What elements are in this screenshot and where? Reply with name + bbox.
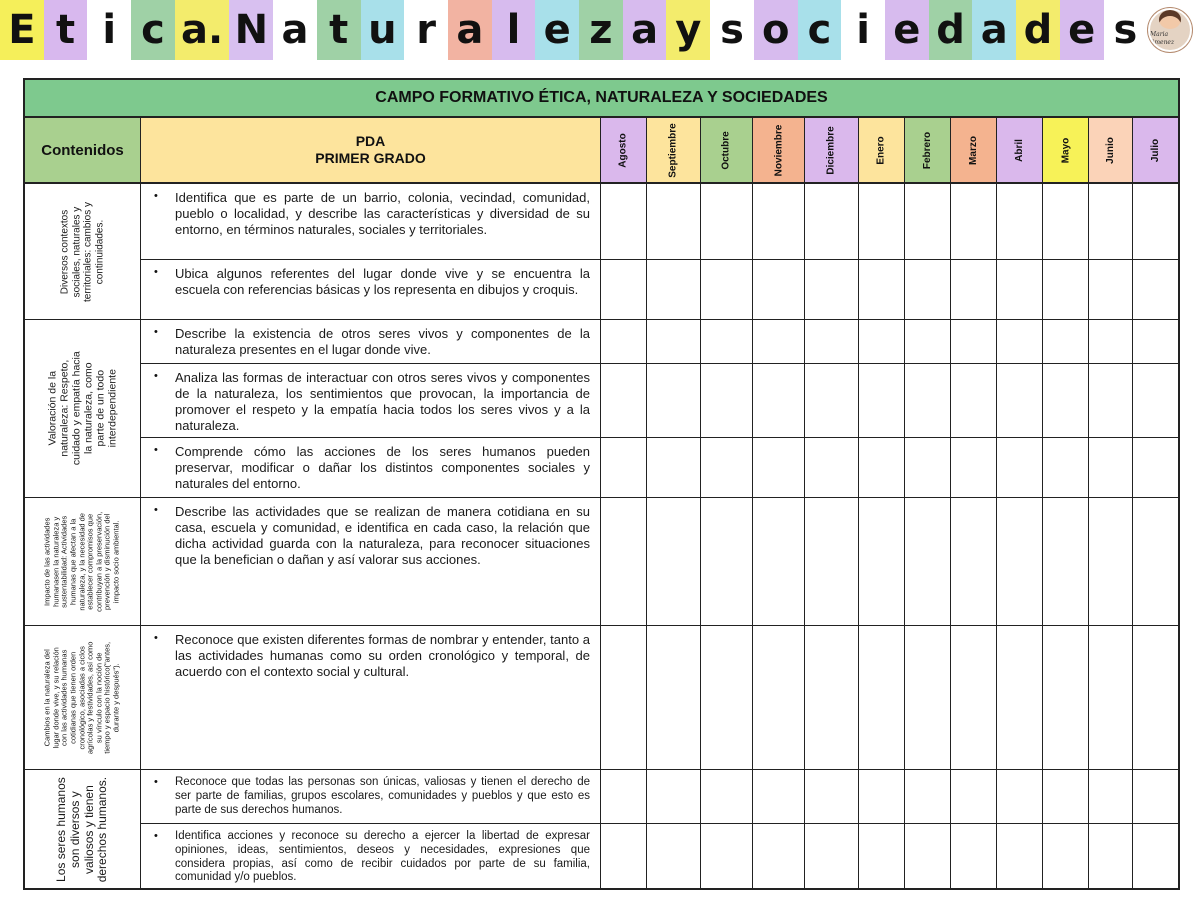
month-check-cell[interactable] [951, 770, 997, 824]
month-check-cell[interactable] [1043, 184, 1089, 260]
banner-letter: E [0, 0, 44, 60]
month-check-cell[interactable] [701, 364, 753, 438]
pda-cell [141, 320, 601, 364]
month-check-cell[interactable] [1089, 260, 1133, 320]
bullet-icon: • [154, 326, 158, 338]
contenido-cell [25, 184, 141, 320]
month-check-cell[interactable] [951, 320, 997, 364]
month-check-cell[interactable] [997, 498, 1043, 626]
month-check-cell[interactable] [859, 770, 905, 824]
month-check-cell[interactable] [647, 364, 701, 438]
banner-letter: i [87, 0, 131, 60]
month-check-cell[interactable] [753, 626, 805, 770]
banner-letter: t [44, 0, 88, 60]
month-check-cell[interactable] [951, 260, 997, 320]
month-check-cell[interactable] [905, 364, 951, 438]
bullet-icon: • [154, 266, 158, 278]
month-check-cell[interactable] [951, 438, 997, 498]
month-check-cell[interactable] [805, 320, 859, 364]
month-check-cell[interactable] [601, 824, 647, 890]
pda-cell [141, 438, 601, 498]
month-check-cell[interactable] [1089, 438, 1133, 498]
month-check-cell[interactable] [805, 498, 859, 626]
month-check-cell[interactable] [859, 184, 905, 260]
month-check-cell[interactable] [753, 770, 805, 824]
month-check-cell[interactable] [647, 770, 701, 824]
banner-letter: i [841, 0, 885, 60]
month-check-cell[interactable] [997, 184, 1043, 260]
month-check-cell[interactable] [1133, 626, 1178, 770]
banner-letter: s [710, 0, 754, 60]
month-check-cell[interactable] [905, 438, 951, 498]
month-label: Julio [1150, 138, 1161, 162]
pda-cell [141, 498, 601, 626]
banner-letter: e [885, 0, 929, 60]
pda-text: Ubica algunos referentes del lugar donde vive y se encuentra la escuela con referencias básicas y los representa en dibujos y croquis. [175, 266, 590, 297]
month-check-cell[interactable] [701, 438, 753, 498]
title-banner [0, 0, 1202, 60]
month-label: Septiembre [668, 122, 679, 178]
pda-cell [141, 364, 601, 438]
month-check-cell[interactable] [905, 626, 951, 770]
pda-cell [141, 626, 601, 770]
month-check-cell[interactable] [859, 260, 905, 320]
month-check-cell[interactable] [1089, 770, 1133, 824]
banner-letter: c [131, 0, 175, 60]
teacher-avatar-icon [1148, 8, 1192, 52]
banner-letter: a [448, 0, 492, 60]
contenido-cell [25, 770, 141, 890]
month-check-cell[interactable] [1133, 824, 1178, 890]
month-check-cell[interactable] [701, 824, 753, 890]
month-check-cell[interactable] [905, 320, 951, 364]
month-check-cell[interactable] [1043, 626, 1089, 770]
month-check-cell[interactable] [753, 184, 805, 260]
month-check-cell[interactable] [997, 626, 1043, 770]
month-header-julio [1133, 118, 1178, 184]
table-title: CAMPO FORMATIVO ÉTICA, NATURALEZA Y SOCIEDADES [25, 80, 1178, 118]
pda-text: Comprende cómo las acciones de los seres humanos pueden preservar, modificar o dañar los distintos componentes sociales y naturales del entorno. [175, 444, 590, 491]
banner-letter: a [273, 0, 317, 60]
pda-cell [141, 770, 601, 824]
banner-letter: s [1104, 0, 1148, 60]
month-label: Abril [1014, 138, 1025, 162]
month-header-diciembre [805, 118, 859, 184]
month-check-cell[interactable] [1043, 438, 1089, 498]
bullet-icon: • [154, 776, 158, 788]
month-check-cell[interactable] [859, 320, 905, 364]
month-label: Octubre [721, 130, 732, 170]
month-check-cell[interactable] [701, 770, 753, 824]
month-check-cell[interactable] [1133, 184, 1178, 260]
month-check-cell[interactable] [647, 260, 701, 320]
month-check-cell[interactable] [905, 260, 951, 320]
banner-letter: N [229, 0, 273, 60]
month-check-cell[interactable] [859, 364, 905, 438]
month-check-cell[interactable] [753, 364, 805, 438]
month-header-febrero [905, 118, 951, 184]
month-check-cell[interactable] [1043, 320, 1089, 364]
month-check-cell[interactable] [1089, 626, 1133, 770]
avatar-signature: Maria Jimenez [1150, 31, 1175, 46]
month-check-cell[interactable] [805, 260, 859, 320]
pda-text: Identifica que es parte de un barrio, colonia, vecindad, comunidad, pueblo o localidad, y describe las características y diversidad de su entorno, en términos naturales, sociales y territoriales. [175, 190, 590, 237]
month-check-cell[interactable] [601, 438, 647, 498]
month-check-cell[interactable] [647, 184, 701, 260]
banner-letter: a. [175, 0, 230, 60]
bullet-icon: • [154, 190, 158, 202]
month-check-cell[interactable] [601, 364, 647, 438]
banner-letter: a [972, 0, 1016, 60]
month-check-cell[interactable] [859, 824, 905, 890]
bullet-icon: • [154, 444, 158, 456]
pda-text: Analiza las formas de interactuar con otros seres vivos y componentes de la naturaleza, los sentimientos que provocan, la importancia de promover el respeto y la empatía hacia todos los seres vivos y a la naturaleza. [175, 370, 590, 433]
month-header-enero [859, 118, 905, 184]
month-check-cell[interactable] [1133, 260, 1178, 320]
banner-letter: d [1016, 0, 1060, 60]
pda-cell [141, 184, 601, 260]
month-check-cell[interactable] [997, 320, 1043, 364]
banner-letter: d [929, 0, 973, 60]
month-label: Noviembre [773, 124, 784, 176]
month-header-junio [1089, 118, 1133, 184]
month-check-cell[interactable] [753, 260, 805, 320]
month-check-cell[interactable] [647, 498, 701, 626]
month-check-cell[interactable] [601, 498, 647, 626]
contenido-cell [25, 626, 141, 770]
month-label: Junio [1104, 136, 1116, 164]
month-label: Marzo [968, 135, 979, 165]
contenido-text: Impacto de las actividades humanasen la naturaleza y sustentabilidad: Actividades humanas que afectan a la naturaleza, y la necesidad de establecer compromisos que contribuyan a la preservación, prevención y disminución del impacto socio ambiental. [42, 511, 121, 612]
bullet-icon: • [154, 504, 158, 516]
month-check-cell[interactable] [1043, 498, 1089, 626]
month-check-cell[interactable] [701, 320, 753, 364]
month-check-cell[interactable] [601, 184, 647, 260]
month-check-cell[interactable] [753, 320, 805, 364]
month-check-cell[interactable] [859, 626, 905, 770]
pda-cell [141, 260, 601, 320]
month-check-cell[interactable] [997, 438, 1043, 498]
month-check-cell[interactable] [701, 626, 753, 770]
month-check-cell[interactable] [701, 260, 753, 320]
month-label: Diciembre [825, 125, 837, 175]
month-header-marzo [951, 118, 997, 184]
header-pda [141, 118, 601, 184]
banner-letter: t [317, 0, 361, 60]
month-check-cell[interactable] [647, 320, 701, 364]
month-label: Febrero [921, 131, 933, 169]
month-check-cell[interactable] [805, 626, 859, 770]
month-check-cell[interactable] [905, 770, 951, 824]
month-header-noviembre [753, 118, 805, 184]
banner-letter: a [623, 0, 667, 60]
header-pda-line1: PDA [355, 133, 386, 149]
pda-cell [141, 824, 601, 890]
month-check-cell[interactable] [951, 824, 997, 890]
month-check-cell[interactable] [805, 184, 859, 260]
month-check-cell[interactable] [805, 824, 859, 890]
banner-letter: e [1060, 0, 1104, 60]
contenido-text: Cambios en la naturaleza del lugar donde vive, y su relación con las actividades humanas cotidianas que tienen orden cronológico, asociadas a ciclos agrícolas y festividades, así como su vínculo con la noción de tiempo y espacio histórico("antes, durante y después"). [42, 641, 121, 754]
contenido-text: Los seres humanos son diversos y valiosos y tienen derechos humanos. [53, 777, 110, 883]
month-check-cell[interactable] [1089, 364, 1133, 438]
banner-letter: z [579, 0, 623, 60]
month-check-cell[interactable] [859, 438, 905, 498]
month-check-cell[interactable] [1089, 824, 1133, 890]
month-check-cell[interactable] [1133, 438, 1178, 498]
banner-letter: r [404, 0, 448, 60]
month-check-cell[interactable] [1089, 320, 1133, 364]
month-check-cell[interactable] [997, 824, 1043, 890]
bullet-icon: • [154, 370, 158, 382]
month-check-cell[interactable] [701, 184, 753, 260]
avatar-face [1159, 10, 1181, 29]
month-header-mayo [1043, 118, 1089, 184]
banner-letter: c [798, 0, 842, 60]
pda-text: Reconoce que existen diferentes formas de nombrar y entender, tanto a las actividades humanas como su orden cronológico y temporal, de acuerdo con el contexto social y cultural. [175, 632, 590, 679]
month-header-abril [997, 118, 1043, 184]
banner-letter: u [361, 0, 405, 60]
month-check-cell[interactable] [997, 364, 1043, 438]
month-check-cell[interactable] [951, 184, 997, 260]
month-check-cell[interactable] [601, 260, 647, 320]
bullet-icon: • [154, 830, 158, 842]
pda-text: Describe las actividades que se realizan de manera cotidiana en su casa, escuela y comunidad, e identifica en cada caso, la relación que dicha actividad guarda con la naturaleza, para reconocer situaciones que la benefician o dañan y así valorar sus acciones. [175, 504, 590, 567]
month-check-cell[interactable] [753, 824, 805, 890]
banner-letter: e [535, 0, 579, 60]
month-check-cell[interactable] [1089, 184, 1133, 260]
month-check-cell[interactable] [1043, 364, 1089, 438]
month-label: Mayo [1060, 137, 1071, 163]
month-check-cell[interactable] [905, 498, 951, 626]
month-check-cell[interactable] [647, 438, 701, 498]
header-contenidos: Contenidos [25, 118, 141, 184]
banner-letter: y [666, 0, 710, 60]
month-check-cell[interactable] [1133, 770, 1178, 824]
month-check-cell[interactable] [805, 770, 859, 824]
month-check-cell[interactable] [905, 184, 951, 260]
banner-letter: l [492, 0, 536, 60]
planning-table [23, 78, 1180, 890]
month-check-cell[interactable] [805, 438, 859, 498]
month-label: Agosto [617, 132, 629, 168]
pda-text: Describe la existencia de otros seres vivos y componentes de la naturaleza presentes en el lugar donde vive. [175, 326, 590, 357]
contenido-cell [25, 498, 141, 626]
header-pda-line2: PRIMER GRADO [315, 150, 426, 166]
month-check-cell[interactable] [951, 498, 997, 626]
month-check-cell[interactable] [997, 260, 1043, 320]
month-check-cell[interactable] [701, 498, 753, 626]
month-check-cell[interactable] [805, 364, 859, 438]
month-check-cell[interactable] [1133, 320, 1178, 364]
contenido-text: Valoración de la naturaleza: Respeto, cuidado y empatía hacia la naturaleza, como parte de un todo interdependiente [46, 351, 119, 466]
month-check-cell[interactable] [1089, 498, 1133, 626]
month-check-cell[interactable] [753, 498, 805, 626]
month-check-cell[interactable] [647, 824, 701, 890]
contenido-cell [25, 320, 141, 498]
month-header-octubre [701, 118, 753, 184]
month-check-cell[interactable] [997, 770, 1043, 824]
month-check-cell[interactable] [951, 626, 997, 770]
pda-text: Identifica acciones y reconoce su derecho a ejercer la libertad de expresar opiniones, ideas, sentimientos, deseos y necesidades, expresiones que considera propias, así como de recibir cuidados por parte de su familia, comunidad y/o pueblos. [175, 830, 590, 884]
month-check-cell[interactable] [647, 626, 701, 770]
month-check-cell[interactable] [1043, 260, 1089, 320]
month-check-cell[interactable] [601, 770, 647, 824]
banner-letter: o [754, 0, 798, 60]
month-check-cell[interactable] [601, 320, 647, 364]
month-check-cell[interactable] [859, 498, 905, 626]
month-check-cell[interactable] [951, 364, 997, 438]
month-check-cell[interactable] [753, 438, 805, 498]
month-check-cell[interactable] [1043, 824, 1089, 890]
month-check-cell[interactable] [601, 626, 647, 770]
bullet-icon: • [154, 632, 158, 644]
month-header-septiembre [647, 118, 701, 184]
month-header-agosto [601, 118, 647, 184]
month-check-cell[interactable] [1043, 770, 1089, 824]
month-check-cell[interactable] [905, 824, 951, 890]
pda-text: Reconoce que todas las personas son únicas, valiosas y tienen el derecho de ser parte de familias, grupos escolares, comunidades y pueblos y que esto es parte de sus derechos humanos. [175, 776, 590, 816]
month-label: Enero [876, 135, 887, 165]
contenido-text: Diversos contextos sociales, naturales y territoriales: cambios y continuidades. [59, 201, 105, 302]
month-check-cell[interactable] [1133, 364, 1178, 438]
month-check-cell[interactable] [1133, 498, 1178, 626]
